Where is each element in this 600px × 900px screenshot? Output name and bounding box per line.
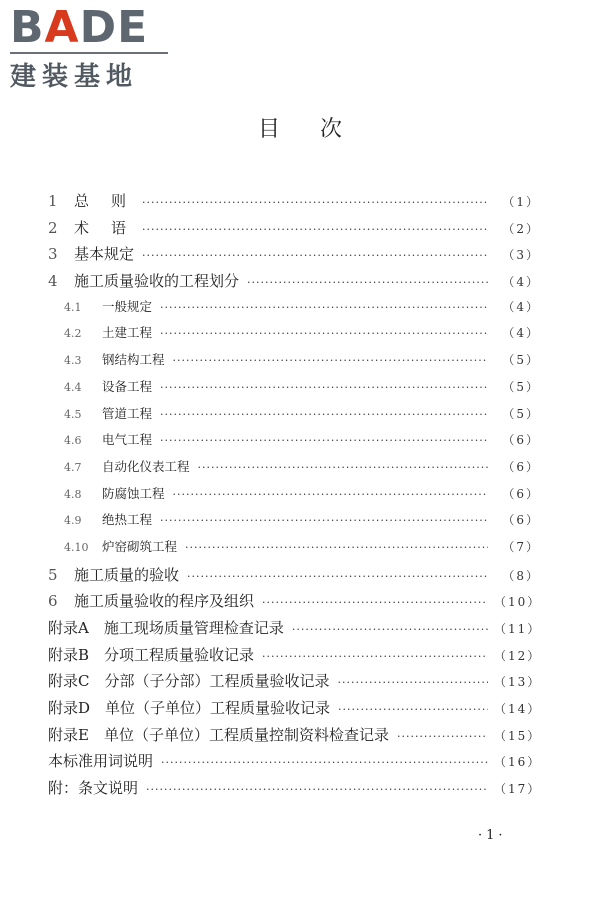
dot-leader xyxy=(160,514,488,527)
toc-entry-page: （12） xyxy=(494,648,542,663)
toc-entry-title: 附录A 施工现场质量管理检查记录 xyxy=(48,619,284,637)
toc-entry-title: 附录E 单位（子单位）工程质量控制资料检查记录 xyxy=(48,725,389,744)
toc-entry-page: （4） xyxy=(502,326,540,341)
dot-leader xyxy=(160,327,488,340)
toc-entry-page: （3） xyxy=(502,248,540,263)
toc-entry-page: （6） xyxy=(502,486,540,501)
toc-entry[interactable] xyxy=(48,297,540,324)
toc-entry-title: 电气工程 xyxy=(102,432,153,448)
toc-entry[interactable] xyxy=(48,350,540,377)
toc-entry-number: 2 xyxy=(48,218,58,237)
toc-entry-page: （4） xyxy=(502,299,540,314)
toc-entry-number: 6 xyxy=(48,592,58,611)
toc-entry-title: 附录C 分部（子分部）工程质量验收记录 xyxy=(48,672,330,691)
page-title: 目次 xyxy=(257,117,382,142)
toc-entry-page: （7） xyxy=(502,539,540,554)
toc-entry-title: 施工质量验收的程序及组织 xyxy=(74,592,255,611)
toc-entry-page: （6） xyxy=(502,459,540,474)
toc-entry[interactable] xyxy=(48,564,540,591)
dot-leader xyxy=(160,408,488,421)
logo-mark: BADE xyxy=(10,2,149,53)
toc-entry[interactable] xyxy=(48,724,540,751)
dot-leader xyxy=(247,276,488,289)
toc-entry-page: （10） xyxy=(494,595,542,610)
toc-entry-title: 本标准用词说明 xyxy=(48,752,154,771)
toc-entry[interactable] xyxy=(48,217,540,244)
toc-entry-page: （5） xyxy=(502,353,540,368)
toc-entry[interactable] xyxy=(48,670,540,697)
toc-entry[interactable] xyxy=(48,510,540,537)
dot-leader xyxy=(292,623,488,636)
toc-entry-page: （5） xyxy=(502,406,540,421)
toc-entry-number: 4.10 xyxy=(64,540,89,554)
toc-entry-title: 钢结构工程 xyxy=(102,352,165,368)
toc-entry-page: （8） xyxy=(502,568,540,583)
toc-entry-number: 4.8 xyxy=(64,487,82,501)
toc-entry-page: （11） xyxy=(494,622,542,636)
dot-leader xyxy=(262,596,488,609)
toc-entry-page: （5） xyxy=(502,379,540,394)
toc-entry[interactable] xyxy=(48,377,540,404)
toc-entry-title: 土建工程 xyxy=(102,325,153,341)
table-of-contents xyxy=(48,190,540,804)
dot-leader xyxy=(161,756,488,769)
dot-leader xyxy=(160,434,488,447)
dot-leader xyxy=(142,249,488,262)
toc-entry-title: 附：条文说明 xyxy=(48,779,139,798)
logo-subtitle: 建装基地 xyxy=(10,62,139,92)
toc-entry-page: （6） xyxy=(502,433,540,448)
toc-entry-number: 4.7 xyxy=(64,460,82,474)
dot-leader xyxy=(262,650,488,663)
toc-entry-number: 4.1 xyxy=(64,300,82,314)
toc-entry[interactable] xyxy=(48,617,540,644)
toc-entry-number: 3 xyxy=(48,245,58,264)
dot-leader xyxy=(142,223,488,236)
toc-entry-page: （16） xyxy=(494,755,542,770)
toc-entry-title: 基本规定 xyxy=(74,245,135,264)
toc-entry-number: 4.5 xyxy=(64,407,82,421)
dot-leader xyxy=(397,730,488,743)
toc-entry[interactable] xyxy=(48,590,540,617)
toc-entry-title: 自动化仪表工程 xyxy=(102,458,190,474)
toc-entry[interactable] xyxy=(48,404,540,431)
toc-entry-number: 5 xyxy=(48,565,58,584)
toc-entry[interactable] xyxy=(48,430,540,457)
toc-entry-page: （17） xyxy=(494,782,542,797)
toc-entry-title: 炉窑砌筑工程 xyxy=(102,538,178,554)
toc-entry-number: 4 xyxy=(48,272,58,291)
toc-entry-title: 防腐蚀工程 xyxy=(102,485,165,501)
toc-entry-page: （14） xyxy=(494,702,542,717)
toc-entry-title: 附录B 分项工程质量验收记录 xyxy=(48,645,255,664)
dot-leader xyxy=(337,676,488,689)
toc-entry-number: 4.2 xyxy=(64,327,82,341)
toc-entry-page: （13） xyxy=(494,675,542,690)
logo xyxy=(10,2,180,93)
toc-entry[interactable] xyxy=(48,537,540,564)
dot-leader xyxy=(173,354,488,367)
toc-entry-title: 管道工程 xyxy=(102,405,153,421)
toc-entry-title: 总则 xyxy=(74,192,149,210)
toc-entry-number: 4.9 xyxy=(64,514,82,528)
toc-entry-number: 4.3 xyxy=(64,354,82,368)
toc-entry-number: 4.6 xyxy=(64,434,82,448)
toc-entry-page: （4） xyxy=(502,275,540,290)
toc-entry-page: （2） xyxy=(502,221,540,236)
toc-entry-title: 术语 xyxy=(74,218,149,237)
toc-entry-title: 一般规定 xyxy=(102,298,153,314)
dot-leader xyxy=(338,703,488,716)
toc-entry-page: （1） xyxy=(502,195,540,209)
dot-leader xyxy=(142,196,488,209)
toc-entry[interactable] xyxy=(48,270,540,297)
dot-leader xyxy=(187,570,488,583)
toc-entry-page: （15） xyxy=(494,728,542,743)
toc-entry[interactable] xyxy=(48,323,540,350)
toc-entry-title: 施工质量验收的工程划分 xyxy=(74,272,240,291)
toc-entry[interactable] xyxy=(48,777,540,804)
dot-leader xyxy=(146,783,488,796)
toc-entry-title: 设备工程 xyxy=(102,378,153,394)
dot-leader xyxy=(173,488,488,501)
toc-entry-page: （6） xyxy=(502,513,540,528)
toc-entry-number: 1 xyxy=(48,192,58,210)
dot-leader xyxy=(160,381,488,394)
dot-leader xyxy=(185,541,488,554)
dot-leader xyxy=(198,461,488,474)
toc-entry[interactable] xyxy=(48,644,540,671)
toc-entry[interactable] xyxy=(48,457,540,484)
toc-entry-title: 绝热工程 xyxy=(102,512,153,528)
toc-entry[interactable] xyxy=(48,243,540,270)
dot-leader xyxy=(160,301,488,314)
toc-entry[interactable] xyxy=(48,484,540,511)
page-number: ·1· xyxy=(478,828,507,843)
toc-entry-title: 附录D 单位（子单位）工程质量验收记录 xyxy=(48,699,331,718)
toc-entry[interactable] xyxy=(48,190,540,217)
toc-entry[interactable] xyxy=(48,697,540,724)
toc-entry-number: 4.4 xyxy=(64,380,82,394)
toc-entry-title: 施工质量的验收 xyxy=(74,565,180,584)
toc-entry[interactable] xyxy=(48,750,540,777)
